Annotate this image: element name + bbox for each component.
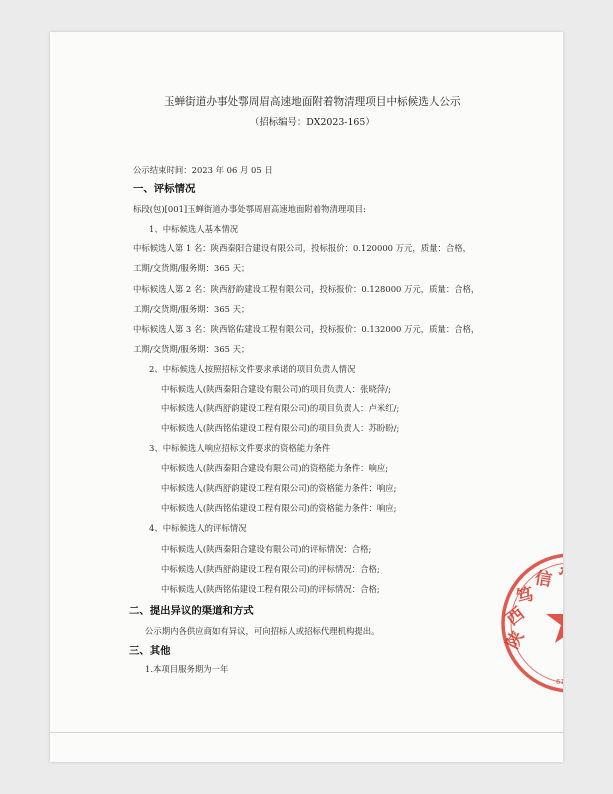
evaluation-1: 中标候选人(陕西秦阳合建设有限公司)的评标情况：合格; [161, 544, 372, 554]
candidate-3-line-a: 中标候选人第 3 名：陕西铭佑建设工程有限公司，投标报价：0.132000 万元，质量：合格， [133, 324, 480, 334]
seal-char-3: 笃 [514, 584, 536, 608]
candidate-2-line-a: 中标候选人第 2 名：陕西舒韵建设工程有限公司，投标报价：0.128000 万元，质量：合格， [133, 284, 480, 294]
announcement-end-time: 公示结束时间：2023 年 06 月 05 日 [133, 165, 273, 175]
seal-code: 6101 [556, 678, 574, 686]
seal-char-2: 西 [502, 603, 529, 630]
section-2-text: 公示期内各供应商如有异议，可向招标人或招标代理机构提出。 [145, 626, 380, 636]
seal-char-5: 招 [555, 559, 581, 585]
seal-star-icon [546, 596, 563, 643]
manager-2: 中标候选人(陕西舒韵建设工程有限公司)的项目负责人：卢米红/; [161, 403, 400, 413]
seal-char-4: 信 [533, 568, 554, 591]
subsection-1: 1、中标候选人基本情况 [149, 224, 239, 234]
page-divider [50, 732, 563, 733]
evaluation-2: 中标候选人(陕西舒韵建设工程有限公司)的评标情况：合格; [161, 564, 380, 574]
bid-number: （招标编号：DX2023-165） [250, 117, 375, 128]
section-2-heading: 二、提出异议的渠道和方式 [129, 605, 254, 617]
company-seal: 陕 西 笃 信 招 标 6101 [496, 548, 563, 698]
document-page [50, 32, 607, 762]
subsection-4: 4、中标候选人的评标情况 [149, 523, 247, 533]
candidate-1-line-a: 中标候选人第 1 名：陕西秦阳合建设有限公司，投标报价：0.120000 万元，质量：合格， [133, 243, 472, 253]
document-title: 玉蝉街道办事处鄠周眉高速地面附着物清理项目中标候选人公示 [164, 96, 461, 108]
qualification-1: 中标候选人(陕西秦阳合建设有限公司)的资格能力条件：响应; [161, 463, 389, 473]
evaluation-3: 中标候选人(陕西铭佑建设工程有限公司)的评标情况：合格; [161, 584, 380, 594]
section-3-text: 1.本项目服务期为一年 [145, 664, 229, 674]
candidate-1-line-b: 工期/交货期/服务期：365 天； [133, 263, 250, 273]
candidate-3-line-b: 工期/交货期/服务期：365 天； [133, 344, 250, 354]
candidate-2-line-b: 工期/交货期/服务期：365 天； [133, 304, 250, 314]
lot-line: 标段(包)[001]玉蝉街道办事处鄠周眉高速地面附着物清理项目: [133, 204, 366, 214]
manager-1: 中标候选人(陕西秦阳合建设有限公司)的项目负责人：张晓萍/; [161, 384, 391, 394]
section-3-heading: 三、其他 [129, 645, 171, 657]
subsection-3: 3、中标候选人响应招标文件要求的资格能力条件 [149, 443, 331, 453]
qualification-2: 中标候选人(陕西舒韵建设工程有限公司)的资格能力条件：响应; [161, 483, 397, 493]
qualification-3: 中标候选人(陕西铭佑建设工程有限公司)的资格能力条件：响应; [161, 503, 397, 513]
section-1-heading: 一、评标情况 [133, 183, 196, 195]
manager-3: 中标候选人(陕西铭佑建设工程有限公司)的项目负责人：苏盼盼/; [161, 423, 400, 433]
subsection-2: 2、中标候选人按照招标文件要求承诺的项目负责人情况 [149, 364, 356, 374]
seal-char-1: 陕 [502, 627, 529, 653]
